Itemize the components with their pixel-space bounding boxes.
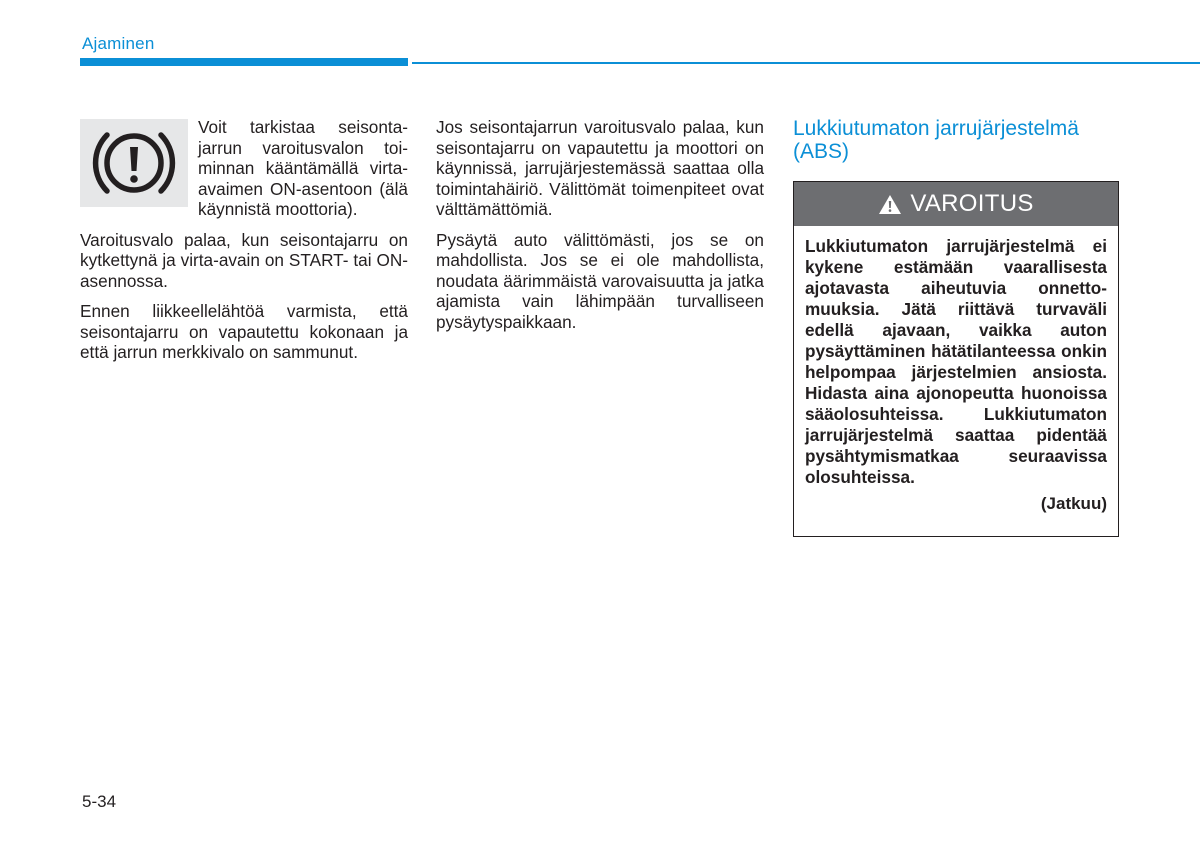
warning-triangle-icon — [878, 194, 902, 215]
header-rule-thick — [80, 58, 408, 66]
before-driving-paragraph: Ennen liikkeellelähtöä varmista, että seisontajarru on vapautettu kokonaan ja että jarrun merkkivalo on sammunut. — [80, 301, 408, 362]
header-rule-thin — [412, 62, 1200, 64]
column-2 — [436, 117, 764, 342]
warning-box — [793, 181, 1119, 537]
warning-light-paragraph: Varoitusvalo palaa, kun seisontajarru on kytkettynä ja virta-avain on START- tai ON-asennossa. — [80, 229, 408, 291]
intro-paragraph: Voit tarkistaa seisontajarrun varoitusvalon toiminnan kääntämällä virta-avaimen ON-asentoon (älä käynnistä moottoria). — [198, 117, 408, 219]
malfunction-paragraph: Jos seisontajarrun varoitusvalo palaa, kun seisontajarru on vapautettu ja moottori on käynnissä, jarrujärjestemässä saattaa olla toimintahäiriö. Välittömät toimenpiteet ovat välttämättömiä. — [436, 117, 764, 219]
page-number: 5-34 — [82, 792, 117, 811]
column-1 — [80, 117, 408, 373]
warning-label: VAROITUS — [910, 190, 1034, 217]
column-3 — [793, 117, 1121, 537]
continued-label: (Jatkuu) — [1040, 494, 1107, 513]
abs-section-title: Lukkiutumaton jarrujärjestelmä (ABS) — [793, 117, 1079, 163]
stop-vehicle-paragraph: Pysäytä auto välittömästi, jos se on mahdollista. Jos se ei ole mahdollista, noudata äärimmäistä varovaisuutta ja jatka ajamista vain lähimpään turvalliseen pysäytyspaikkaan. — [436, 229, 764, 332]
section-header-title: Ajaminen — [82, 34, 155, 53]
parking-brake-warning-icon — [80, 119, 188, 207]
warning-header — [794, 182, 1118, 226]
warning-text: Lukkiutumaton jarrujärjestelmä ei kykene estämään vaarallisesta ajotavasta aiheutuvia onnettomuuksia. Jätä riittävä turvaväli edellä ajavaan, vaikka auton pysäyttäminen hätätilanteessa onkin helpompaa järjestelmien ansiosta. Hidasta aina ajonopeutta huonoissa sääolosuhteissa. Lukkiutumaton jarrujärjestelmä saattaa pidentää pysähtymismatkaa seuraavissa olosuhteissa. — [805, 236, 1107, 487]
